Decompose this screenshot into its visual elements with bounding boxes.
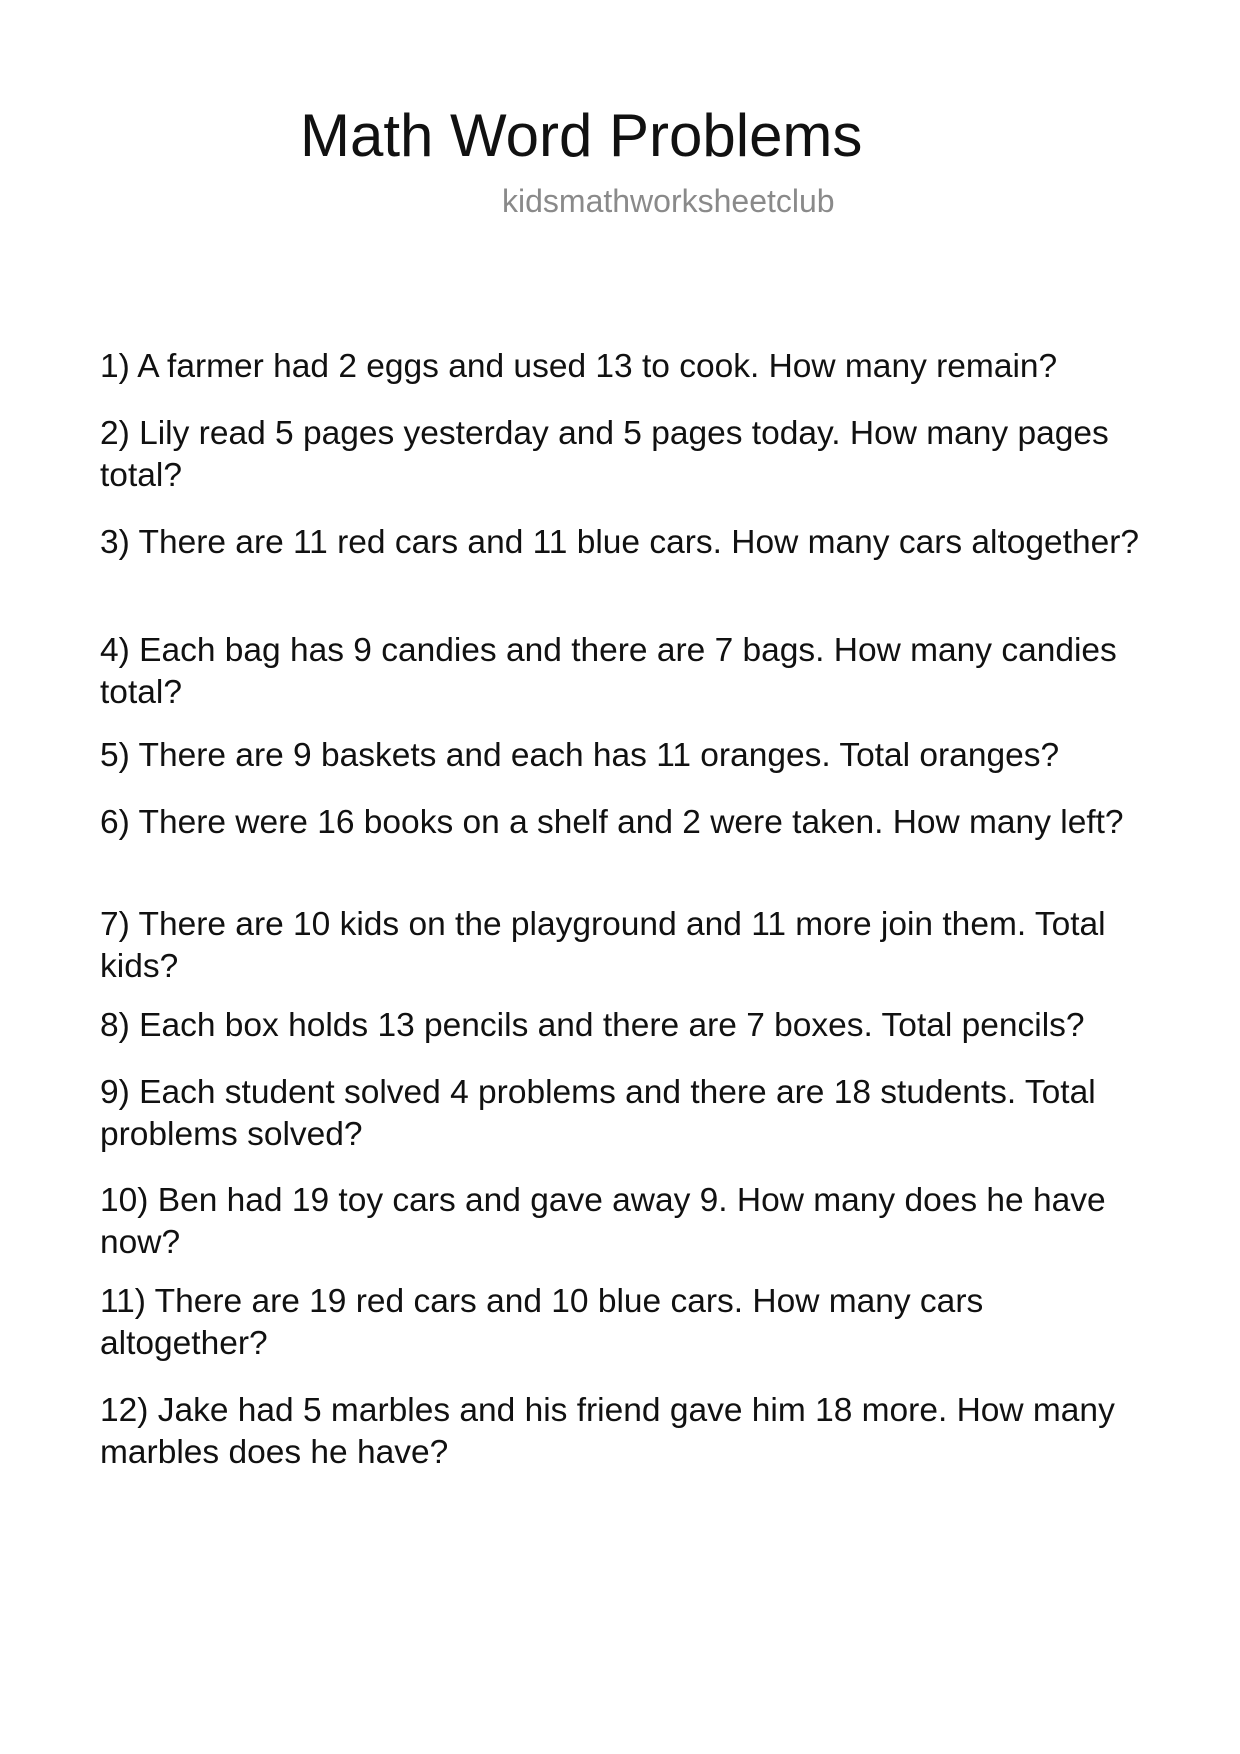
page-title: Math Word Problems xyxy=(300,102,863,169)
problem-10: 10) Ben had 19 toy cars and gave away 9. How many does he have now? xyxy=(100,1182,1106,1261)
page-subtitle: kidsmathworksheetclub xyxy=(502,183,835,219)
problem-4: 4) Each bag has 9 candies and there are 7 bags. How many candies total? xyxy=(100,632,1117,711)
problem-8: 8) Each box holds 13 pencils and there are 7 boxes. Total pencils? xyxy=(100,1007,1085,1044)
problem-12: 12) Jake had 5 marbles and his friend gave him 18 more. How many marbles does he have? xyxy=(100,1392,1115,1471)
problem-5: 5) There are 9 baskets and each has 11 oranges. Total oranges? xyxy=(100,737,1060,774)
problem-9: 9) Each student solved 4 problems and there are 18 students. Total problems solved? xyxy=(100,1074,1096,1153)
problem-7: 7) There are 10 kids on the playground and 11 more join them. Total kids? xyxy=(100,906,1106,985)
problem-3: 3) There are 11 red cars and 11 blue cars. How many cars altogether? xyxy=(100,524,1140,561)
problem-2: 2) Lily read 5 pages yesterday and 5 pages today. How many pages total? xyxy=(100,415,1109,494)
problem-1: 1) A farmer had 2 eggs and used 13 to cook. How many remain? xyxy=(100,348,1058,385)
problem-6: 6) There were 16 books on a shelf and 2 were taken. How many left? xyxy=(100,804,1124,841)
problem-11: 11) There are 19 red cars and 10 blue cars. How many cars altogether? xyxy=(100,1283,984,1362)
